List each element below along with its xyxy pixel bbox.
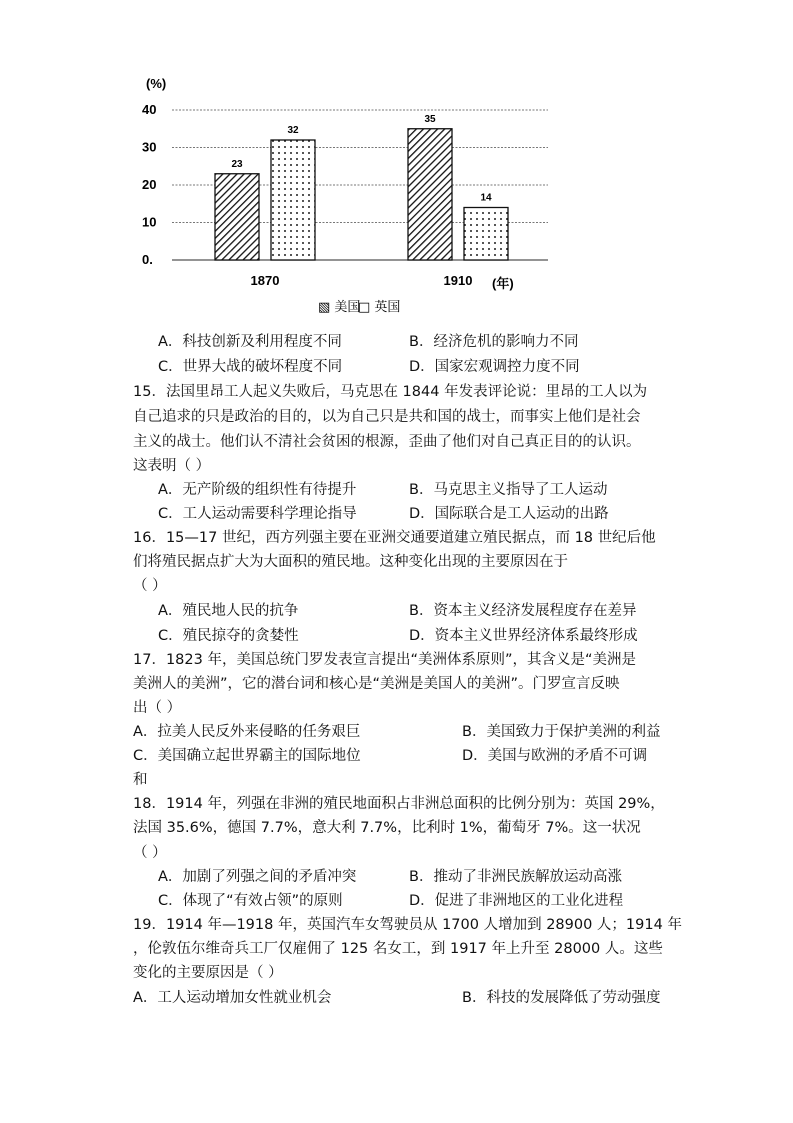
q16-option-c: C．殖民掠夺的贪婪性 xyxy=(158,628,299,644)
y-tick-label: 30 xyxy=(142,139,157,155)
q17-stem-line: 17．1823 年，美国总统门罗发表宣言提出“美洲体系原则”，其含义是“美洲是 xyxy=(133,652,636,668)
y-tick-label: 10 xyxy=(142,214,157,230)
q18-stem-line: 法国 35.6%，德国 7.7%，意大利 7.7%，比利时 1%，葡萄牙 7%。这一状况 xyxy=(133,820,641,836)
bar-us-1910 xyxy=(408,129,452,260)
q18-stem-line: 18．1914 年，列强在非洲的殖民地面积占非洲总面积的比例分别为：英国 29%， xyxy=(133,796,665,812)
q18-option-d: D．促进了非洲地区的工业化进程 xyxy=(409,893,624,909)
y-tick-label: 20 xyxy=(142,177,157,192)
bar-uk-1910 xyxy=(464,208,508,261)
q17-option-d: D．美国与欧洲的矛盾不可调 xyxy=(462,748,648,764)
q17-stem-line: 美洲人的美洲”，它的潜台词和核心是“美洲是美国人的美洲”。门罗宣言反映 xyxy=(133,676,620,692)
y-axis-unit: (%) xyxy=(146,76,167,91)
q19-stem-line: 19．1914 年—1918 年，英国汽车女驾驶员从 1700 人增加到 28900 人；1914 年 xyxy=(133,917,682,933)
bar-us-1870 xyxy=(215,174,259,260)
q17-stem-line: 出（ ） xyxy=(133,700,182,716)
q18-option-a: A．加剧了列强之间的矛盾冲突 xyxy=(158,869,357,885)
q15-stem-line: 自己追求的只是政治的目的，以为自己只是共和国的战士，而事实上他们是社会 xyxy=(133,409,641,425)
bar-value-label: 23 xyxy=(231,158,243,170)
q19-stem-line: 变化的主要原因是（ ） xyxy=(133,965,283,981)
q16-stem-line: 16．15—17 世纪，西方列强主要在亚洲交通要道建立殖民据点，而 18 世纪后他 xyxy=(133,530,656,546)
q15-stem-line: 15．法国里昂工人起义失败后，马克思在 1844 年发表评论说：里昂的工人以为 xyxy=(133,384,648,400)
q17-option-c: C．美国确立起世界霸主的国际地位 xyxy=(133,748,361,764)
bar-uk-1870 xyxy=(271,140,315,260)
q14-option-c: C．世界大战的破坏程度不同 xyxy=(158,359,343,375)
q19-option-b: B．科技的发展降低了劳动强度 xyxy=(462,990,661,1006)
q16-option-a: A．殖民地人民的抗争 xyxy=(158,603,299,619)
x-axis-unit: (年) xyxy=(492,276,514,291)
legend-uk: □ 英国 xyxy=(358,300,401,315)
y-tick-label: 40 xyxy=(142,102,157,117)
legend-us: ▧ 美国 xyxy=(318,300,361,315)
q14-option-d: D．国家宏观调控力度不同 xyxy=(409,359,580,375)
q15-option-b: B．马克思主义指导了工人运动 xyxy=(409,482,608,498)
q14-option-b: B．经济危机的影响力不同 xyxy=(409,334,579,350)
x-category-label: 1910 xyxy=(443,273,473,288)
y-tick-label: 0. xyxy=(142,252,153,267)
x-category-label: 1870 xyxy=(250,273,280,288)
q19-stem-line: ，伦敦伍尔维奇兵工厂仅雇佣了 125 名女工，到 1917 年上升至 28000 人。这些 xyxy=(133,941,663,957)
q17-option-a: A．拉美人民反外来侵略的任务艰巨 xyxy=(133,724,361,740)
q15-stem-line: 这表明（ ） xyxy=(133,458,211,474)
bar-value-label: 14 xyxy=(480,192,492,204)
q19-option-a: A．工人运动增加女性就业机会 xyxy=(133,990,332,1006)
q14-option-a: A．科技创新及利用程度不同 xyxy=(158,334,342,350)
q17-option-b: B．美国致力于保护美洲的利益 xyxy=(462,724,661,740)
q18-option-b: B．推动了非洲民族解放运动高涨 xyxy=(409,869,622,885)
q16-option-b: B．资本主义经济发展程度存在差异 xyxy=(409,603,637,619)
q16-stem-line: 们将殖民据点扩大为大面积的殖民地。这种变化出现的主要原因在于 xyxy=(133,554,568,570)
q18-stem-line: （ ） xyxy=(133,845,167,861)
bar-chart xyxy=(0,0,793,330)
q18-option-c: C．体现了“有效占领”的原则 xyxy=(158,893,343,909)
q15-option-c: C．工人运动需要科学理论指导 xyxy=(158,506,357,522)
bar-value-label: 32 xyxy=(287,125,299,136)
q17-option-d-continued: 和 xyxy=(133,772,148,788)
q15-option-a: A．无产阶级的组织性有待提升 xyxy=(158,482,357,498)
bar-value-label: 35 xyxy=(424,113,436,125)
q15-stem-line: 主义的战士。他们认不清社会贫困的根源，歪曲了他们对自己真正目的的认识。 xyxy=(133,434,641,450)
q16-stem-line: （ ） xyxy=(133,578,167,594)
q15-option-d: D．国际联合是工人运动的出路 xyxy=(409,506,609,522)
q16-option-d: D．资本主义世界经济体系最终形成 xyxy=(409,628,638,644)
